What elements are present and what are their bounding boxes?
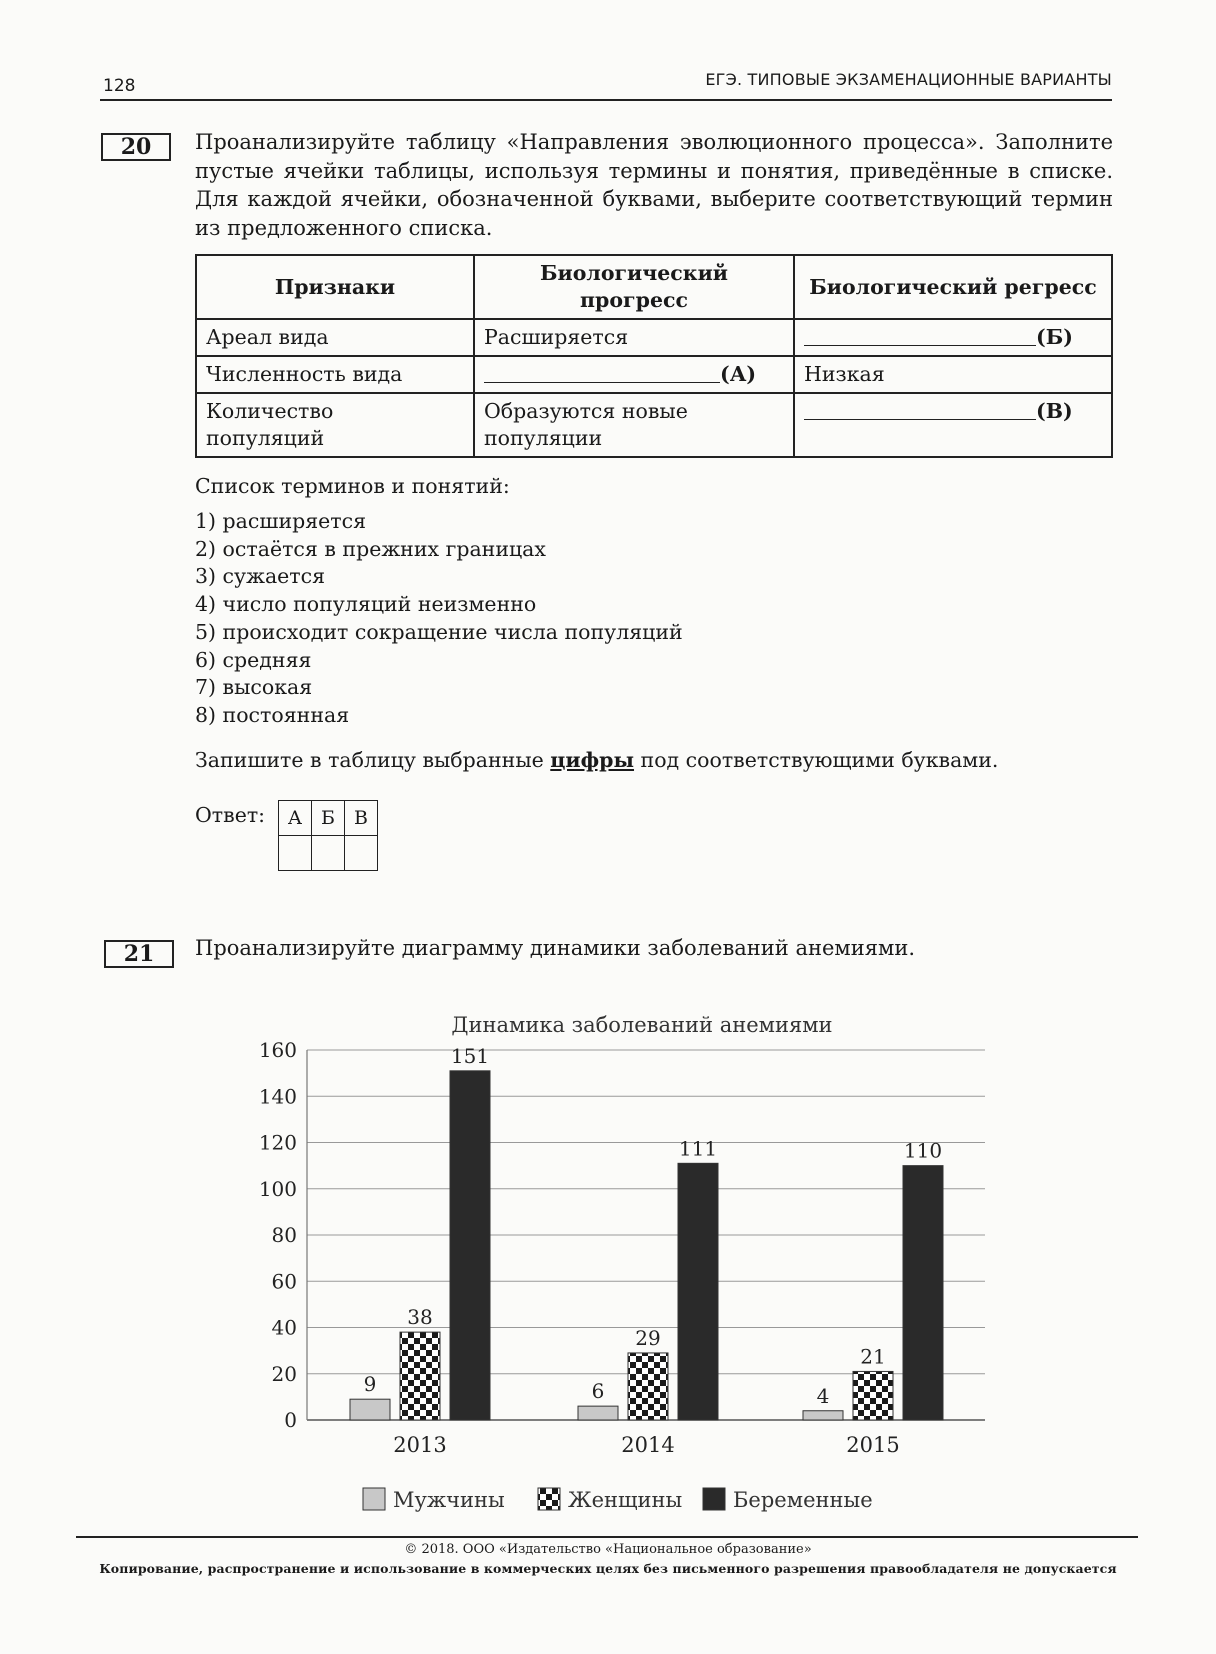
header-progress: Биологический прогресс [474, 255, 794, 319]
data-label: 38 [407, 1305, 433, 1330]
task-number-20: 20 [101, 133, 171, 161]
legend-label: Мужчины [393, 1488, 505, 1512]
table-row [196, 356, 1112, 393]
cell-feature-line1: Количество [206, 399, 334, 423]
bar-женщины [628, 1353, 668, 1420]
header-features: Признаки [196, 255, 474, 319]
data-label: 21 [860, 1344, 886, 1369]
list-item: 2) остаётся в прежних границах [195, 536, 546, 561]
answer-cell-b[interactable] [312, 836, 345, 871]
list-item: 7) высокая [195, 675, 313, 700]
y-tick-label: 160 [258, 1038, 297, 1062]
terms-list-title: Список терминов и понятий: [195, 474, 510, 498]
data-label: 111 [678, 1136, 718, 1161]
answer-letter-b: Б [312, 801, 345, 836]
page-number: 128 [103, 76, 136, 96]
bar-женщины [400, 1332, 440, 1420]
bar-беременные [903, 1166, 943, 1420]
list-item: 4) число популяций неизменно [195, 592, 537, 617]
task-20-text: Проанализируйте таблицу «Направления эволюционного процесса». Заполните пустые ячейки таблицы, используя термины и понятия, приведённые в списке. Для каждой ячейки, обозначенной буквами, выберите соответствующий термин из предложенного списка. [195, 130, 1113, 240]
list-item: 6) средняя [195, 647, 312, 672]
answer-letter-v: В [345, 801, 378, 836]
cell-feature: Ареал вида [196, 319, 474, 356]
cell-regress-blank [794, 319, 1112, 356]
bar-беременные [450, 1071, 490, 1420]
task-number-21: 21 [104, 940, 174, 968]
answer-table [278, 800, 378, 871]
legend-swatch [363, 1488, 385, 1510]
y-tick-label: 120 [258, 1130, 297, 1155]
cell-regress: Низкая [794, 356, 1112, 393]
cell-feature: Численность вида [196, 356, 474, 393]
terms-list [195, 508, 683, 730]
data-label: 4 [816, 1383, 830, 1408]
legend-label: Беременные [733, 1488, 873, 1512]
answer-cell-a[interactable] [279, 836, 312, 871]
y-tick-label: 140 [258, 1084, 297, 1109]
bar-мужчины [578, 1406, 618, 1420]
answer-cell-v[interactable] [345, 836, 378, 871]
header-regress: Биологический регресс [794, 255, 1112, 319]
x-tick-label: 2015 [846, 1433, 900, 1457]
legend-swatch [538, 1488, 560, 1510]
cell-mark-a: (А) [720, 362, 757, 386]
blank-line [484, 362, 720, 383]
bar-мужчины [803, 1411, 843, 1420]
bar-беременные [678, 1163, 718, 1420]
y-tick-label: 40 [271, 1315, 297, 1340]
list-item: 1) расширяется [195, 509, 367, 533]
data-label: 9 [363, 1372, 377, 1397]
table-row [196, 319, 1112, 356]
answer-label: Ответ: [195, 803, 266, 827]
y-tick-label: 0 [284, 1408, 297, 1432]
footer-copyright: © 2018. ООО «Издательство «Национальное образование» [404, 1542, 812, 1557]
cell-progress [474, 393, 794, 457]
blank-line [804, 399, 1036, 420]
legend-label: Женщины [568, 1488, 683, 1512]
cell-progress-line2: популяции [484, 426, 603, 450]
list-item: 3) сужается [195, 564, 326, 589]
data-label: 6 [591, 1379, 605, 1404]
data-label: 151 [450, 1043, 490, 1068]
cell-feature-line2: популяций [206, 426, 325, 450]
cell-mark-b: (Б) [1036, 325, 1073, 349]
x-tick-label: 2013 [393, 1433, 447, 1457]
instruction-key: цифры [550, 748, 635, 772]
data-label: 29 [635, 1325, 661, 1350]
cell-progress: Расширяется [474, 319, 794, 356]
header-divider [100, 99, 1112, 101]
x-tick-label: 2014 [621, 1433, 675, 1457]
cell-mark-v: (В) [1036, 399, 1073, 423]
cell-progress-line1: Образуются новые [484, 399, 688, 423]
instruction [195, 748, 998, 772]
legend-swatch [703, 1488, 725, 1510]
table-header-row [196, 255, 1112, 319]
evolution-table [195, 254, 1113, 458]
cell-regress-blank [794, 393, 1112, 457]
chart-title: Динамика заболеваний анемиями [451, 1013, 833, 1037]
y-tick-label: 100 [258, 1176, 297, 1201]
cell-feature [196, 393, 474, 457]
list-item: 5) происходит сокращение числа популяций [195, 619, 683, 644]
y-tick-label: 60 [271, 1269, 297, 1294]
bar-мужчины [350, 1399, 390, 1420]
y-tick-label: 20 [271, 1361, 297, 1386]
task-21-text: Проанализируйте диаграмму динамики заболеваний анемиями. [195, 936, 915, 960]
table-row [196, 393, 1112, 457]
cell-progress-blank [474, 356, 794, 393]
list-item: 8) постоянная [195, 702, 350, 727]
bar-женщины [853, 1371, 893, 1420]
running-title: ЕГЭ. ТИПОВЫЕ ЭКЗАМЕНАЦИОННЫЕ ВАРИАНТЫ [705, 70, 1112, 89]
answer-letter-a: А [279, 801, 312, 836]
instruction-after: под соответствующими буквами. [634, 748, 999, 772]
footer-notice: Копирование, распространение и использование в коммерческих целях без письменного разрешения правообладателя не допускается [99, 1561, 1117, 1576]
footer-divider [76, 1536, 1138, 1538]
y-tick-label: 80 [271, 1223, 297, 1247]
data-label: 110 [903, 1138, 943, 1163]
blank-line [804, 325, 1036, 346]
instruction-before: Запишите в таблицу выбранные [195, 748, 551, 772]
